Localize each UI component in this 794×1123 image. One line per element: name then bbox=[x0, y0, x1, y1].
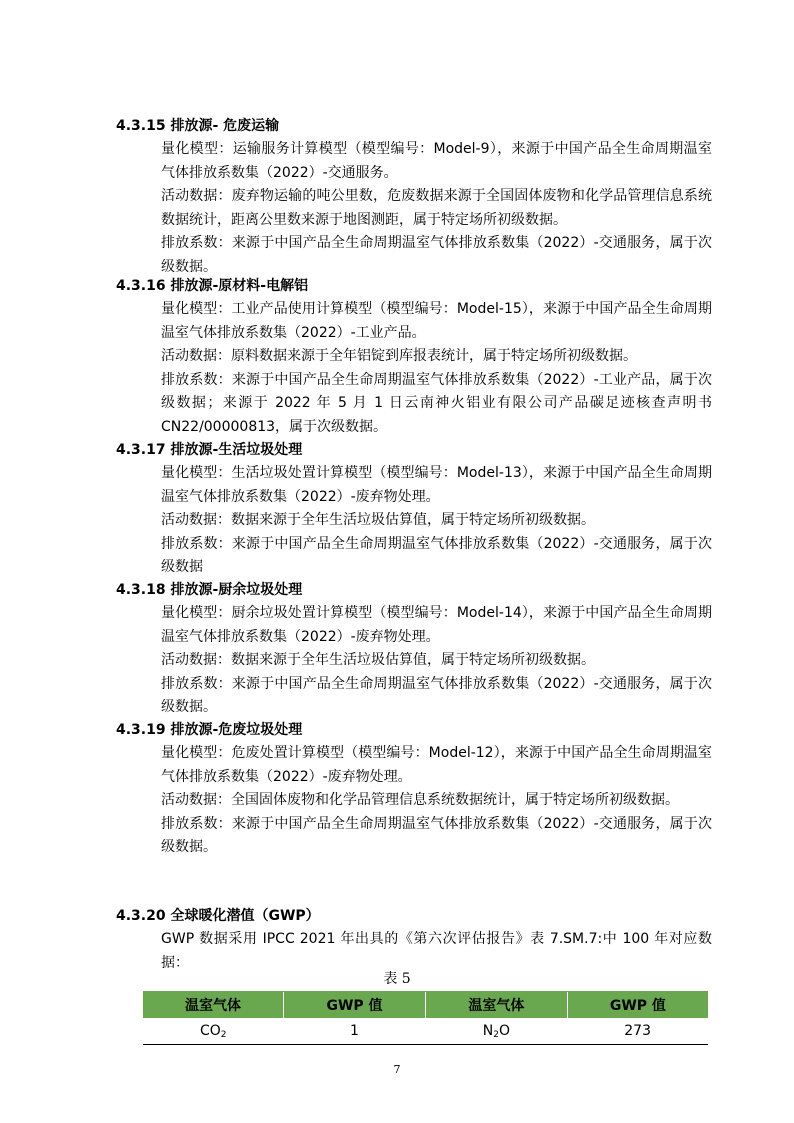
section-4-3-17 bbox=[116, 440, 716, 580]
section-heading: 4.3.18 排放源-厨余垃圾处理 bbox=[116, 582, 303, 598]
paragraph-emission-factor: 排放系数：来源于中国产品全生命周期温室气体排放系数集（2022）-交通服务，属于次级数据 bbox=[161, 535, 712, 575]
cell-gas-co2 bbox=[143, 1018, 284, 1045]
gas-formula-subscript: 2 bbox=[493, 1029, 499, 1040]
paragraph-quantification-model: 量化模型：工业产品使用计算模型（模型编号：Model-15），来源于中国产品全生命周期温室气体排放系数集（2022）-工业产品。 bbox=[161, 301, 712, 341]
paragraph-activity-data: 活动数据：全国固体废物和化学品管理信息系统数据统计，属于特定场所初级数据。 bbox=[161, 792, 679, 808]
section-heading: 4.3.17 排放源-生活垃圾处理 bbox=[116, 442, 303, 458]
paragraph-emission-factor: 排放系数：来源于中国产品全生命周期温室气体排放系数集（2022）-工业产品，属于次级数据；来源于 2022 年 5 月 1 日云南神火铝业有限公司产品碳足迹核查声明书 CN22/00000813，属于次级数据。 bbox=[161, 371, 712, 435]
paragraph-quantification-model: 量化模型：运输服务计算模型（模型编号：Model-9），来源于中国产品全生命周期温室气体排放系数集（2022）-交通服务。 bbox=[161, 141, 712, 181]
section-heading: 4.3.20 全球暖化潜值（GWP） bbox=[116, 908, 320, 924]
header-gwp: GWP 值 bbox=[567, 992, 708, 1019]
section-4-3-15 bbox=[116, 116, 716, 279]
gas-formula-base: N bbox=[482, 1022, 494, 1039]
section-4-3-18 bbox=[116, 580, 716, 720]
header-gas: 温室气体 bbox=[143, 992, 284, 1019]
section-4-3-20 bbox=[116, 906, 716, 975]
cell-gwp-value: 273 bbox=[567, 1018, 708, 1045]
table-header-row bbox=[143, 992, 708, 1019]
paragraph-emission-factor: 排放系数：来源于中国产品全生命周期温室气体排放系数集（2022）-交通服务，属于次级数据。 bbox=[161, 815, 712, 855]
paragraph-activity-data: 活动数据：废弃物运输的吨公里数，危废数据来源于全国固体废物和化学品管理信息系统数据统计，距离公里数来源于地图测距，属于特定场所初级数据。 bbox=[161, 188, 712, 228]
paragraph-quantification-model: 量化模型：厨余垃圾处置计算模型（模型编号：Model-14），来源于中国产品全生命周期温室气体排放系数集（2022）-废弃物处理。 bbox=[161, 605, 712, 645]
cell-gwp-value: 1 bbox=[284, 1018, 426, 1045]
paragraph-quantification-model: 量化模型：生活垃圾处置计算模型（模型编号：Model-13），来源于中国产品全生命周期温室气体排放系数集（2022）-废弃物处理。 bbox=[161, 465, 712, 505]
section-heading: 4.3.15 排放源- 危废运输 bbox=[116, 118, 280, 134]
gas-formula-tail: O bbox=[498, 1022, 510, 1039]
gas-formula-subscript: 2 bbox=[220, 1029, 227, 1040]
table-caption: 表 5 bbox=[383, 971, 411, 987]
gwp-table bbox=[143, 991, 708, 1045]
paragraph-gwp-description: GWP 数据采用 IPCC 2021 年出具的《第六次评估报告》表 7.SM.7:中 100 年对应数据： bbox=[161, 931, 712, 971]
section-heading: 4.3.19 排放源-危废垃圾处理 bbox=[116, 722, 303, 738]
header-gas: 温室气体 bbox=[425, 992, 567, 1019]
paragraph-emission-factor: 排放系数：来源于中国产品全生命周期温室气体排放系数集（2022）-交通服务，属于次级数据。 bbox=[161, 235, 712, 275]
paragraph-activity-data: 活动数据：数据来源于全年生活垃圾估算值，属于特定场所初级数据。 bbox=[161, 652, 595, 668]
table-row bbox=[143, 1018, 708, 1045]
header-gwp: GWP 值 bbox=[284, 992, 426, 1019]
paragraph-quantification-model: 量化模型：危废处置计算模型（模型编号：Model-12），来源于中国产品全生命周期温室气体排放系数集（2022）-废弃物处理。 bbox=[161, 745, 712, 785]
paragraph-activity-data: 活动数据：数据来源于全年生活垃圾估算值，属于特定场所初级数据。 bbox=[161, 512, 595, 528]
gas-formula-base: CO bbox=[199, 1022, 221, 1039]
section-heading: 4.3.16 排放源-原材料-电解铝 bbox=[116, 278, 309, 294]
section-4-3-19 bbox=[116, 720, 716, 860]
section-4-3-16 bbox=[116, 276, 716, 439]
page-number: 7 bbox=[393, 1063, 401, 1076]
paragraph-emission-factor: 排放系数：来源于中国产品全生命周期温室气体排放系数集（2022）-交通服务，属于次级数据。 bbox=[161, 675, 712, 715]
cell-gas-n2o bbox=[425, 1018, 567, 1045]
paragraph-activity-data: 活动数据：原料数据来源于全年铝锭到库报表统计，属于特定场所初级数据。 bbox=[161, 348, 637, 364]
